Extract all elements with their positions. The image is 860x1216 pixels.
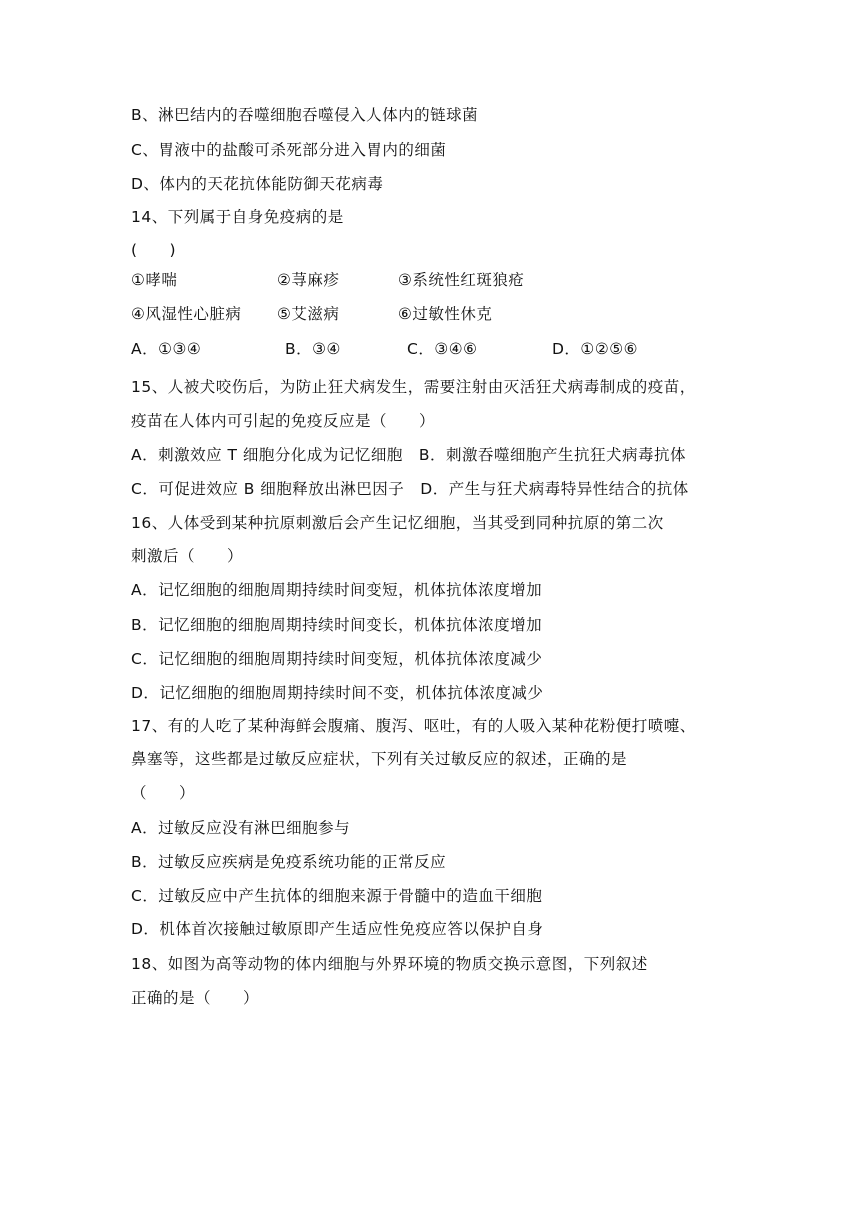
q13-option-d: D、体内的天花抗体能防御天花病毒 [131, 175, 384, 193]
q17-option-d: D．机体首次接触过敏原即产生适应性免疫应答以保护自身 [131, 920, 544, 938]
q14-choice: ④风湿性心脏病 [131, 305, 242, 323]
q14-answer-option: D．①②⑤⑥ [552, 340, 639, 358]
q14-answer-option: C．③④⑥ [407, 340, 478, 358]
q15-stem-cont: 疫苗在人体内可引起的免疫反应是（ ） [131, 412, 436, 430]
q16-option-d: D．记忆细胞的细胞周期持续时间不变，机体抗体浓度减少 [131, 684, 544, 702]
q17-stem: 17、有的人吃了某种海鲜会腹痛、腹泻、呕吐，有的人吸入某种花粉便打喷嚏、 [131, 717, 696, 735]
q14-answer-option: A．①③④ [131, 340, 202, 358]
q15-options-cd: C．可促进效应 B 细胞释放出淋巴因子 D．产生与狂犬病毒特异性结合的抗体 [131, 480, 689, 498]
q16-stem-cont: 刺激后（ ） [131, 547, 244, 565]
q17-option-a: A．过敏反应没有淋巴细胞参与 [131, 819, 351, 837]
q17-option-c: C．过敏反应中产生抗体的细胞来源于骨髓中的造血干细胞 [131, 887, 543, 905]
q14-choice: ⑥过敏性休克 [398, 305, 493, 323]
q16-option-c: C．记忆细胞的细胞周期持续时间变短，机体抗体浓度减少 [131, 650, 543, 668]
q14-answer-blank: ( ) [131, 241, 177, 259]
q14-stem: 14、下列属于自身免疫病的是 [131, 208, 344, 226]
q15-stem: 15、人被犬咬伤后，为防止狂犬病发生，需要注射由灭活狂犬病毒制成的疫苗， [131, 378, 696, 396]
q18-stem-cont: 正确的是（ ） [131, 989, 260, 1007]
q17-option-b: B．过敏反应疾病是免疫系统功能的正常反应 [131, 853, 447, 871]
q16-option-b: B．记忆细胞的细胞周期持续时间变长，机体抗体浓度增加 [131, 616, 543, 634]
q14-choice: ①哮喘 [131, 271, 178, 289]
q16-option-a: A．记忆细胞的细胞周期持续时间变短，机体抗体浓度增加 [131, 581, 543, 599]
q18-stem: 18、如图为高等动物的体内细胞与外界环境的物质交换示意图，下列叙述 [131, 955, 648, 973]
q14-answer-option: B．③④ [285, 340, 341, 358]
q17-answer-blank: （ ） [131, 784, 196, 802]
q15-options-ab: A．刺激效应 T 细胞分化成为记忆细胞 B．刺激吞噬细胞产生抗狂犬病毒抗体 [131, 446, 687, 464]
q17-stem-cont: 鼻塞等，这些都是过敏反应症状，下列有关过敏反应的叙述，正确的是 [131, 750, 628, 768]
q13-option-c: C、胃液中的盐酸可杀死部分进入胃内的细菌 [131, 141, 447, 159]
q13-option-b: B、淋巴结内的吞噬细胞吞噬侵入人体内的链球菌 [131, 106, 479, 124]
q14-choice: ③系统性红斑狼疮 [398, 271, 525, 289]
q14-choice: ⑤艾滋病 [277, 305, 340, 323]
q14-choice: ②荨麻疹 [277, 271, 340, 289]
q16-stem: 16、人体受到某种抗原刺激后会产生记忆细胞，当其受到同种抗原的第二次 [131, 514, 664, 532]
